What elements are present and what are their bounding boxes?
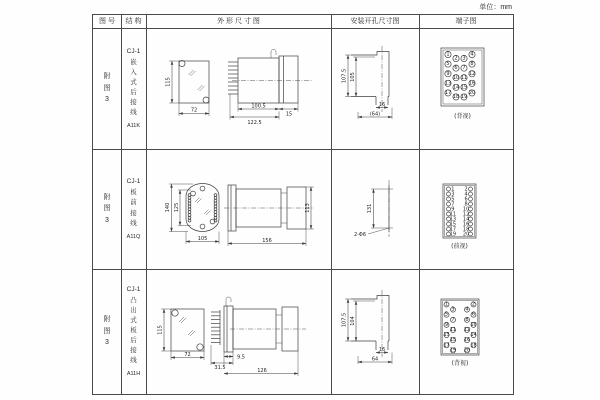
svg-text:4: 4: [465, 306, 469, 313]
row3-fig-number-cell: [93, 269, 121, 394]
dim-label: 125: [173, 202, 180, 213]
svg-text:7: 7: [462, 65, 466, 72]
dim-label: 113: [305, 203, 311, 213]
terminal-pins: [464, 302, 477, 354]
fig-number: 附图3: [103, 193, 111, 224]
svg-text:5: 5: [444, 311, 449, 318]
header-structure: 结 构: [125, 18, 142, 25]
header-outline-dims: 外 形 尺 寸 图: [217, 18, 260, 25]
svg-text:6: 6: [454, 65, 458, 72]
row3-outline-cell: [146, 269, 331, 394]
row2-fig-number-cell: [93, 149, 121, 269]
dim-label: 72: [184, 352, 191, 358]
row2-install-drawing: [331, 149, 419, 269]
svg-text:1: 1: [446, 51, 450, 58]
svg-text:16: 16: [468, 80, 476, 87]
svg-text:18: 18: [462, 226, 470, 233]
svg-text:14: 14: [470, 332, 477, 339]
row1-terminal-cell: [419, 28, 513, 149]
svg-text:14: 14: [452, 84, 460, 91]
svg-text:1: 1: [444, 301, 449, 308]
svg-text:2: 2: [471, 301, 476, 308]
row2-terminal-cell: [419, 149, 513, 269]
svg-text:1: 1: [451, 186, 455, 193]
row1-install-drawing: [331, 28, 419, 149]
row1-fig-number-cell: [93, 28, 121, 149]
header-fig-number: 图 号: [99, 18, 115, 25]
dim-label: 16: [378, 347, 386, 353]
dim-label: 104: [350, 316, 356, 326]
svg-text:18: 18: [452, 94, 460, 100]
row1-install-cell: [331, 28, 419, 149]
structure-type-label: 嵌入式后接线: [130, 58, 137, 117]
svg-text:19: 19: [449, 347, 457, 354]
row3-install-cell: [331, 269, 419, 394]
dim-label: 140: [165, 202, 171, 213]
svg-text:10: 10: [462, 206, 470, 213]
dim-label: (64): [369, 111, 381, 118]
row2-terminal-drawing: [419, 149, 513, 269]
svg-text:11: 11: [449, 327, 457, 333]
dim-label: 107.5: [341, 312, 348, 328]
row1-terminal-drawing: [419, 28, 513, 149]
dim-label: 9.5: [237, 354, 245, 361]
svg-text:4: 4: [470, 51, 474, 58]
svg-text:18: 18: [470, 342, 477, 349]
svg-text:10: 10: [452, 74, 460, 81]
structure-type-label: 凸出式板后接线: [130, 296, 137, 365]
row3-install-drawing: [331, 269, 419, 394]
model-label: CJ-1: [126, 285, 141, 293]
svg-text:16: 16: [463, 337, 471, 344]
svg-text:12: 12: [468, 70, 476, 77]
dim-label: 122.5: [247, 120, 262, 126]
model-label: CJ-1: [126, 178, 141, 186]
unit-label: 单位：mm: [479, 4, 512, 11]
terminal-view-caption: (背视): [451, 360, 469, 367]
dim-label: 16: [378, 102, 386, 108]
svg-text:8: 8: [464, 201, 468, 208]
svg-text:9: 9: [444, 321, 449, 328]
row3-outline-drawing: [146, 269, 331, 394]
svg-text:17: 17: [444, 90, 452, 96]
structure-code-label: A11H: [126, 371, 141, 378]
row3-terminal-drawing: [419, 269, 513, 394]
dim-label: 15: [285, 111, 293, 118]
terminal-pins: [443, 302, 456, 354]
dim-label: 100.5: [251, 103, 266, 110]
dim-label: 31.5: [214, 365, 226, 371]
fig-number: 附图3: [103, 316, 111, 347]
svg-text:6: 6: [464, 196, 468, 203]
row2-install-cell: [331, 149, 419, 269]
svg-text:5: 5: [446, 61, 450, 68]
svg-text:5: 5: [451, 196, 455, 203]
dim-label: 115: [165, 77, 172, 87]
dim-label: 115: [157, 325, 164, 335]
dim-label: 64: [371, 356, 379, 363]
terminal-teeth: [228, 62, 238, 94]
svg-text:2: 2: [454, 55, 458, 62]
svg-text:15: 15: [449, 221, 457, 228]
terminal-teeth: [211, 312, 220, 342]
terminal-pins: [463, 186, 473, 237]
header-install-dims: 安装开孔尺寸图: [350, 18, 400, 25]
row3-terminal-cell: [419, 269, 513, 394]
svg-text:2: 2: [464, 186, 468, 193]
terminal-pins: [214, 194, 217, 222]
svg-text:10: 10: [470, 321, 477, 328]
svg-text:3: 3: [451, 191, 455, 198]
svg-text:13: 13: [444, 80, 452, 87]
svg-text:8: 8: [465, 316, 469, 323]
terminal-pins: [447, 186, 457, 237]
svg-text:9: 9: [446, 70, 450, 77]
svg-text:7: 7: [451, 201, 455, 208]
svg-text:20: 20: [463, 347, 471, 354]
svg-text:20: 20: [468, 90, 476, 96]
terminal-pins: [445, 51, 475, 100]
row1-structure-cell: [121, 28, 146, 149]
dim-label: 105: [197, 236, 208, 242]
svg-text:15: 15: [449, 337, 457, 344]
svg-text:15: 15: [460, 84, 468, 91]
svg-text:11: 11: [460, 74, 468, 81]
svg-text:11: 11: [449, 211, 457, 218]
svg-text:7: 7: [451, 316, 455, 323]
svg-text:8: 8: [470, 61, 474, 68]
svg-text:19: 19: [449, 231, 457, 238]
row2-outline-drawing: [146, 149, 331, 269]
structure-type-label: 板前接线: [130, 189, 137, 227]
dim-label: 105: [350, 72, 356, 82]
structure-code-label: A11K: [126, 123, 141, 130]
svg-text:13: 13: [449, 216, 457, 223]
svg-text:4: 4: [464, 191, 468, 198]
header-terminal-diagram: 端子图: [455, 18, 477, 25]
fig-number: 附图3: [103, 73, 111, 104]
svg-text:12: 12: [462, 211, 470, 218]
svg-text:17: 17: [443, 342, 450, 349]
dim-label: 156: [262, 238, 272, 244]
svg-text:12: 12: [463, 327, 471, 333]
row2-structure-cell: [121, 149, 146, 269]
terminal-view-caption: (前视): [451, 243, 468, 250]
svg-text:16: 16: [462, 221, 470, 228]
dim-label: 72: [190, 107, 198, 114]
svg-text:3: 3: [462, 55, 466, 62]
svg-text:9: 9: [451, 206, 455, 213]
row2-outline-cell: [146, 149, 331, 269]
hole-spec-label: 2-Φ6: [353, 232, 367, 238]
row1-outline-cell: [146, 28, 331, 149]
svg-text:14: 14: [462, 216, 470, 223]
row1-outline-drawing: [146, 28, 331, 149]
dim-label: 131: [367, 203, 373, 214]
model-label: CJ-1: [126, 47, 141, 55]
svg-text:19: 19: [460, 94, 468, 100]
svg-text:17: 17: [449, 226, 457, 233]
structure-code-label: A11Q: [126, 233, 141, 240]
row3-structure-cell: [121, 269, 146, 394]
svg-text:3: 3: [451, 306, 455, 313]
dim-label: 107.5: [341, 68, 348, 84]
svg-text:13: 13: [443, 332, 450, 339]
terminal-pins: [188, 194, 191, 222]
svg-text:6: 6: [471, 311, 476, 318]
svg-text:20: 20: [462, 231, 470, 238]
dimension-table: [92, 14, 514, 395]
dim-label: 126: [257, 368, 267, 374]
terminal-view-caption: (背视): [454, 113, 471, 120]
